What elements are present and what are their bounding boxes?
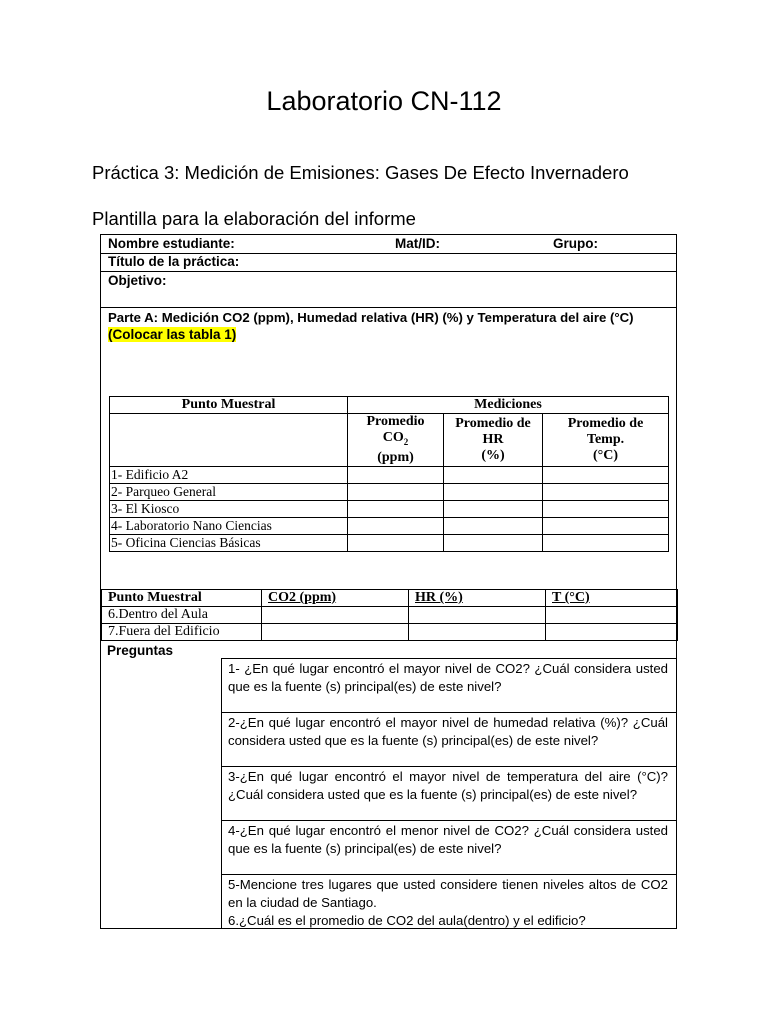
question-6: 6.¿Cuál es el promedio de CO2 del aula(dentro) y el edificio? bbox=[228, 913, 586, 928]
col-co2: CO2 (ppm) bbox=[262, 590, 409, 607]
place-table-note: (Colocar las tabla 1) bbox=[108, 327, 237, 342]
question-5: 5-Mencione tres lugares que usted considere tienen niveles altos de CO2 en la ciudad de Santiago. bbox=[228, 877, 668, 910]
classroom-table bbox=[101, 589, 678, 641]
table-row: 4- Laboratorio Nano Ciencias bbox=[110, 517, 669, 534]
template-heading: Plantilla para la elaboración del informe bbox=[92, 208, 416, 229]
group-label: Grupo: bbox=[553, 236, 598, 251]
practice-subtitle: Práctica 3: Medición de Emisiones: Gases De Efecto Invernadero bbox=[92, 162, 629, 183]
objective-label: Objetivo: bbox=[108, 273, 167, 288]
col-hr: HR (%) bbox=[409, 590, 546, 607]
table-row: 3- El Kiosco bbox=[110, 500, 669, 517]
practice-title-label: Título de la práctica: bbox=[108, 254, 240, 269]
table-row: 6.Dentro del Aula bbox=[102, 607, 678, 624]
col-promedio-co2: Promedio $CO_2$ (ppm) bbox=[348, 414, 444, 467]
document-title: Laboratorio CN-112 bbox=[266, 86, 502, 116]
preguntas-label: Preguntas bbox=[107, 643, 174, 658]
table-row: 1- Edificio A2 bbox=[110, 466, 669, 483]
question-3: 3-¿En qué lugar encontró el mayor nivel de temperatura del aire (°C)? ¿Cuál considera usted que es la fuente (s) principal(es) de este nivel? bbox=[228, 769, 668, 802]
student-name-label: Nombre estudiante: bbox=[108, 236, 235, 251]
question-2: 2-¿En qué lugar encontró el mayor nivel de humedad relativa (%)? ¿Cuál considera usted que es la fuente (s) principal(es) de este nivel? bbox=[228, 715, 668, 748]
student-id-label: Mat/ID: bbox=[395, 236, 440, 251]
col-punto-muestral: Punto Muestral bbox=[110, 397, 348, 414]
col-promedio-hr: Promedio de HR (%) bbox=[444, 414, 543, 467]
measurements-table bbox=[109, 396, 669, 552]
table-row: 7.Fuera del Edificio bbox=[102, 624, 678, 641]
col-mediciones: Mediciones bbox=[348, 397, 669, 414]
table-row: 2- Parqueo General bbox=[110, 483, 669, 500]
question-4: 4-¿En qué lugar encontró el menor nivel de CO2? ¿Cuál considera usted que es la fuente (s) principal(es) de este nivel? bbox=[228, 823, 668, 856]
col-punto-muestral-2: Punto Muestral bbox=[102, 590, 262, 607]
col-temp: T (°C) bbox=[546, 590, 678, 607]
part-a-label: Parte A: Medición CO2 (ppm), Humedad relativa (HR) (%) y Temperatura del aire (°C) bbox=[108, 310, 634, 325]
col-promedio-temp: Promedio de Temp. (°C) bbox=[543, 414, 669, 467]
table-row: 5- Oficina Ciencias Básicas bbox=[110, 534, 669, 551]
question-1: 1- ¿En qué lugar encontró el mayor nivel de CO2? ¿Cuál considera usted que es la fuente (s) principal(es) de este nivel? bbox=[228, 661, 668, 694]
